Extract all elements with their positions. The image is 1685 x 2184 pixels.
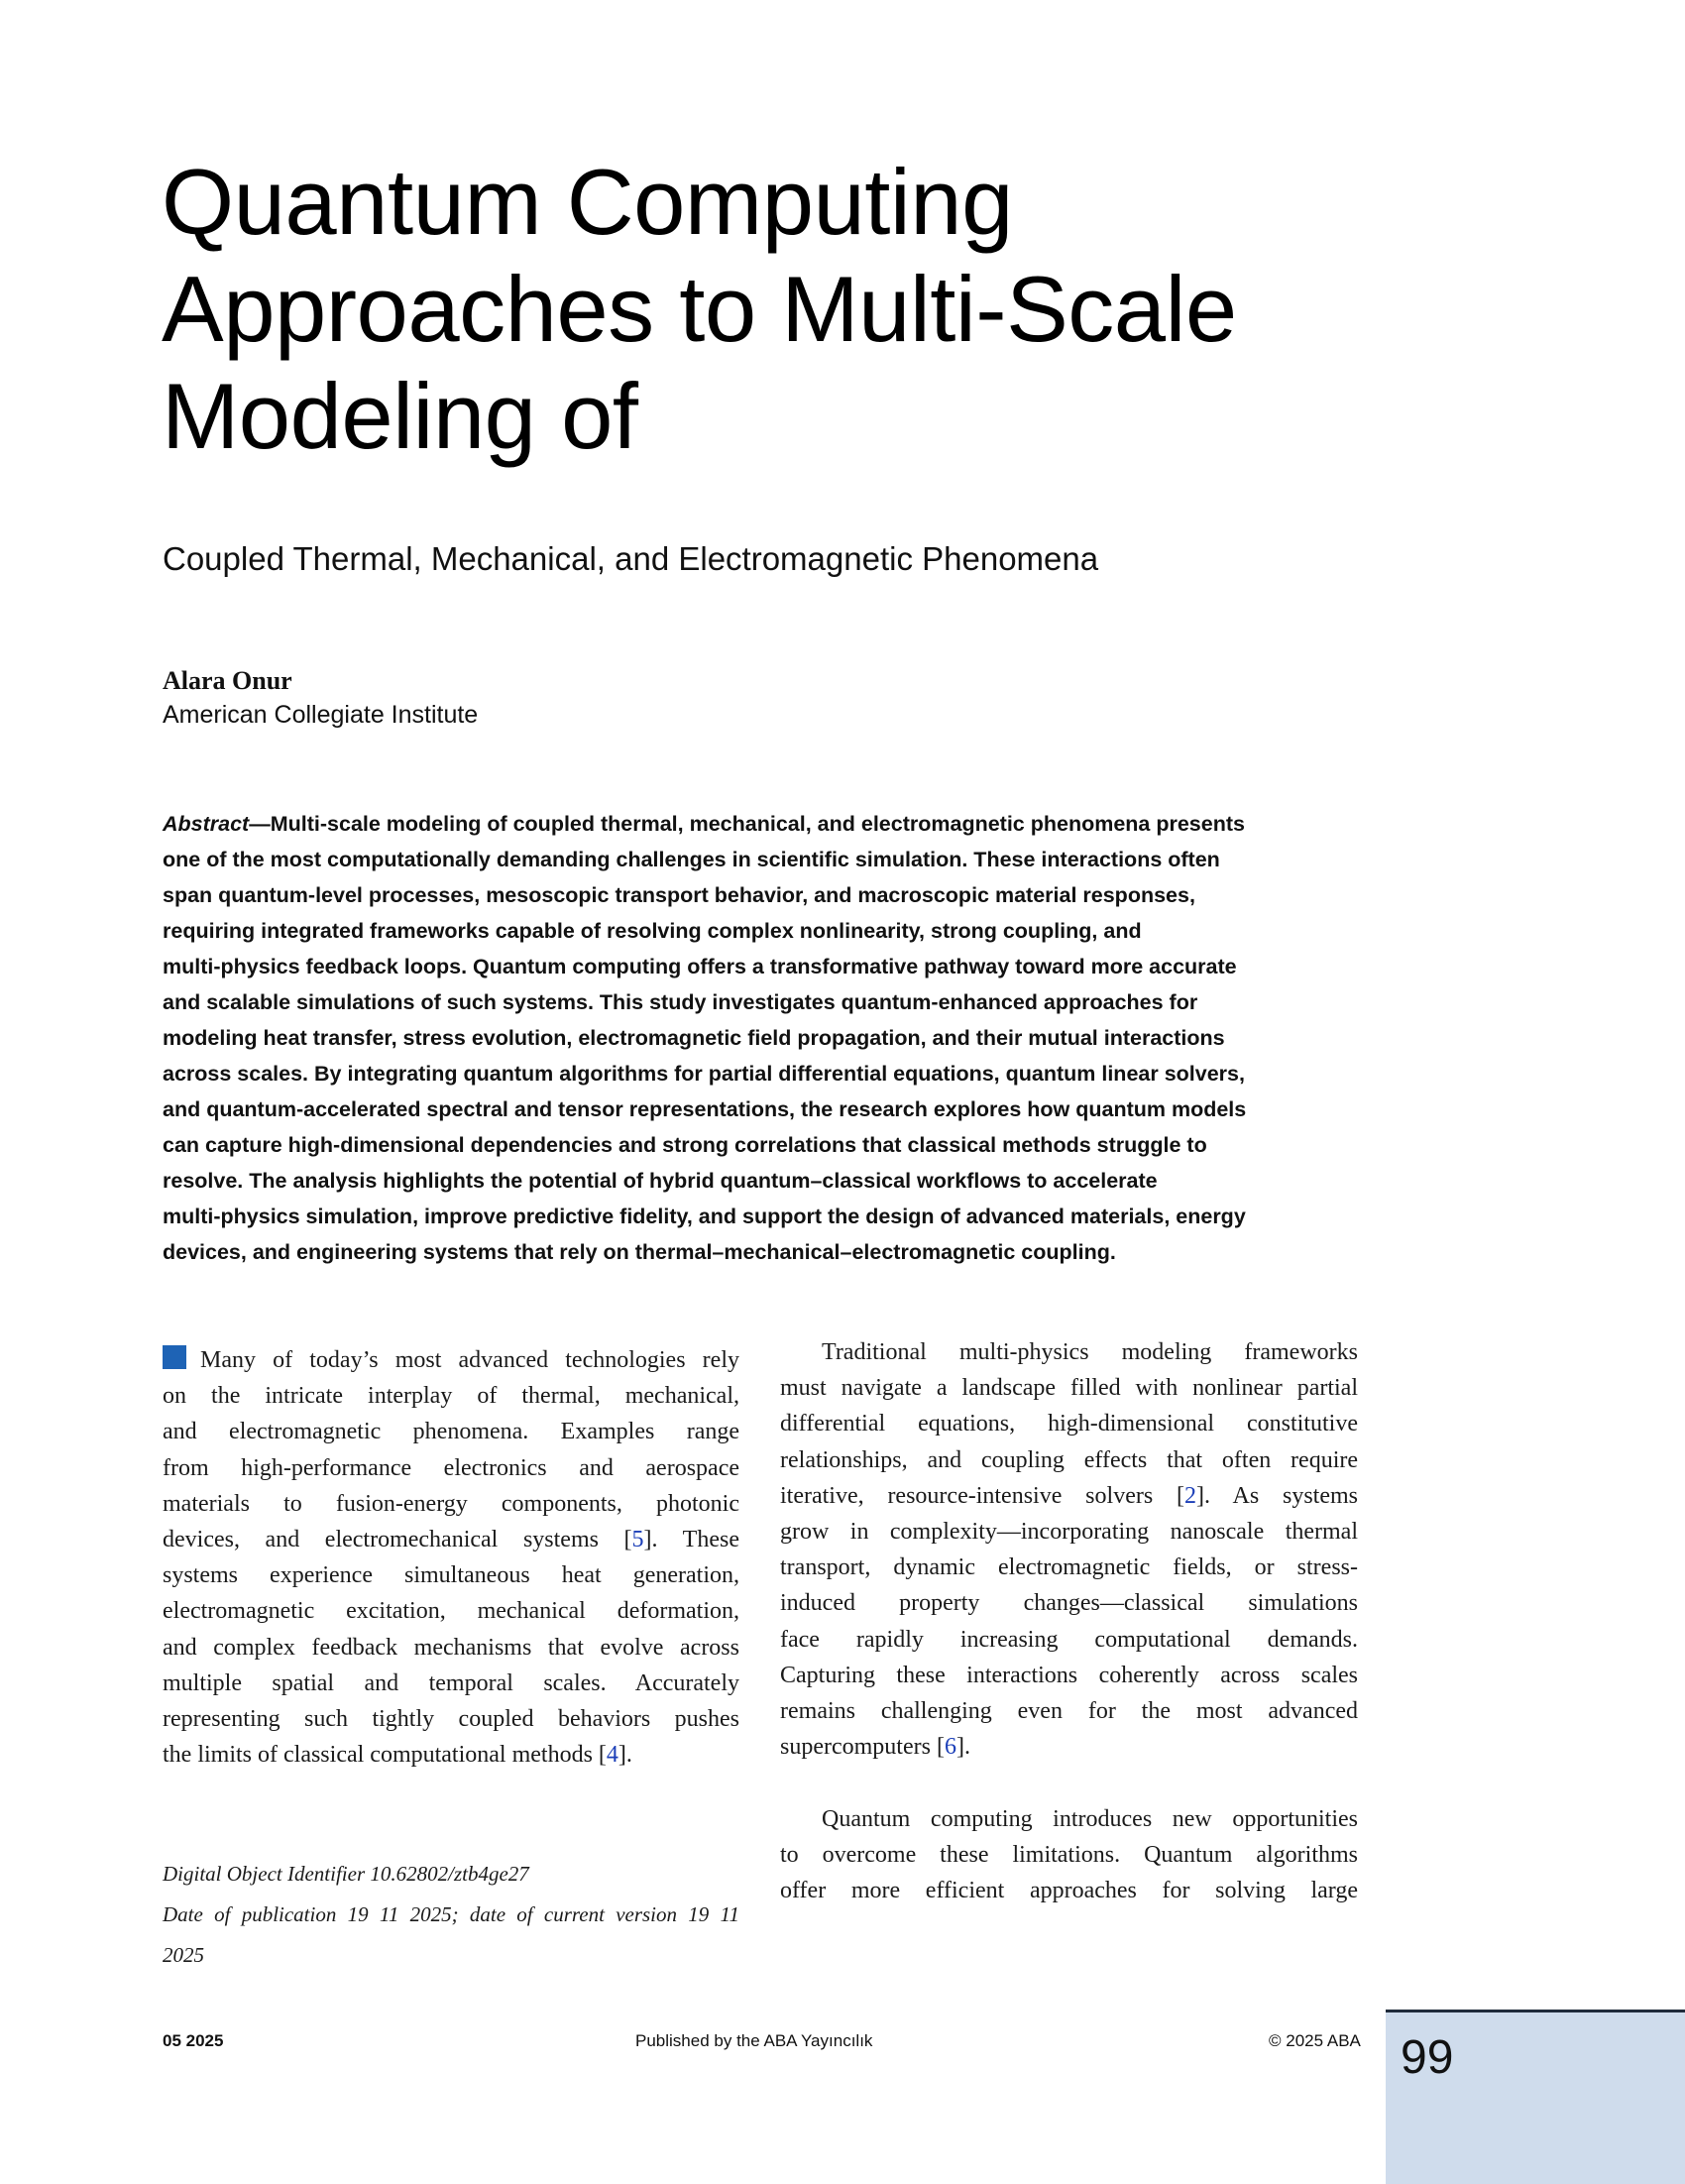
footer-copyright: © 2025 ABA — [1269, 2031, 1361, 2050]
body-line: multiple spatial and temporal scales. Accurately — [163, 1669, 739, 1696]
body-line: offer more efficient approaches for solving large — [780, 1878, 1358, 1904]
body-line: remains challenging even for the most advanced — [780, 1697, 1358, 1724]
body-line: and electromagnetic phenomena. Examples range — [163, 1419, 739, 1445]
abstract-line: resolve. The analysis highlights the potential of hybrid quantum–classical workflows to accelerate — [163, 1169, 1158, 1193]
abstract-line: multi-physics feedback loops. Quantum computing offers a transformative pathway toward more accurate — [163, 955, 1237, 978]
abstract-line: can capture high-dimensional dependencies and strong correlations that classical methods struggle to — [163, 1133, 1207, 1157]
body-line: grow in complexity—incorporating nanoscale thermal — [780, 1518, 1358, 1545]
body-line: materials to fusion-energy components, photonic — [163, 1490, 739, 1517]
body-text: ]. — [618, 1742, 632, 1769]
abstract-line: multi-physics simulation, improve predictive fidelity, and support the design of advanced materials, energy — [163, 1205, 1246, 1228]
title-line: Quantum Computing — [162, 150, 1013, 254]
abstract-label: Abstract — [163, 812, 250, 836]
body-line: Traditional multi-physics modeling frameworks — [822, 1339, 1358, 1365]
body-column-right-paragraph-1 — [780, 1334, 1358, 1765]
body-line: Capturing these interactions coherently across scales — [780, 1662, 1358, 1688]
publication-date-line: 2025 — [163, 1943, 204, 1967]
author-affiliation: American Collegiate Institute — [163, 701, 479, 729]
abstract-text: —Multi-scale modeling of coupled thermal, mechanical, and electromagnetic phenomena presents — [249, 812, 1245, 836]
body-column-right-paragraph-2 — [780, 1801, 1358, 1909]
paper-title — [162, 149, 1401, 470]
author-name: Alara Onur — [163, 666, 292, 695]
page-number: 99 — [1401, 2031, 1454, 2084]
abstract-line: span quantum-level processes, mesoscopic transport behavior, and macroscopic material responses, — [163, 883, 1195, 907]
citation-link[interactable]: 5 — [631, 1526, 644, 1552]
body-line: systems experience simultaneous heat generation, — [163, 1562, 739, 1589]
page-number-box — [1386, 2010, 1685, 2184]
title-line: Modeling of — [162, 364, 638, 468]
footer-issue: 05 2025 — [163, 2031, 224, 2050]
body-text: ]. These — [643, 1526, 739, 1552]
body-line: differential equations, high-dimensional constitutive — [780, 1411, 1358, 1437]
body-text: supercomputers [ — [780, 1734, 945, 1761]
body-line: representing such tightly coupled behaviors pushes — [163, 1705, 739, 1732]
body-line: relationships, and coupling effects that often require — [780, 1446, 1358, 1473]
section-marker-square — [163, 1345, 186, 1369]
dropcap-letter: M — [200, 1347, 222, 1373]
abstract-line: one of the most computationally demanding challenges in scientific simulation. These interactions often — [163, 848, 1220, 871]
citation-link[interactable]: 2 — [1184, 1482, 1196, 1509]
citation-link[interactable]: 4 — [606, 1742, 618, 1769]
body-line: face rapidly increasing computational demands. — [780, 1626, 1358, 1653]
title-line: Approaches to Multi-Scale — [162, 257, 1237, 361]
publication-identifiers — [163, 1854, 739, 1976]
body-line — [163, 1522, 739, 1557]
body-line: and complex feedback mechanisms that evolve across — [163, 1634, 739, 1661]
body-text: any of today’s most advanced technologies rely — [221, 1347, 739, 1373]
body-line — [163, 1342, 739, 1378]
body-line — [780, 1478, 1358, 1514]
publication-date-line: Date of publication 19 11 2025; date of current version 19 11 — [163, 1902, 739, 1926]
body-line: induced property changes—classical simulations — [780, 1590, 1358, 1617]
body-text: ]. As systems — [1196, 1482, 1358, 1509]
body-line — [163, 1737, 739, 1773]
body-text: ]. — [955, 1734, 970, 1761]
doi-line: Digital Object Identifier 10.62802/ztb4ge27 — [163, 1862, 529, 1886]
abstract-line — [163, 806, 1352, 842]
abstract-line: across scales. By integrating quantum algorithms for partial differential equations, quantum linear solvers, — [163, 1062, 1245, 1086]
body-line: on the intricate interplay of thermal, mechanical, — [163, 1383, 739, 1410]
body-text: devices, and electromechanical systems [ — [163, 1526, 632, 1552]
body-line — [780, 1729, 1358, 1765]
body-line: electromagnetic excitation, mechanical deformation, — [163, 1598, 739, 1625]
body-line: from high-performance electronics and aerospace — [163, 1454, 739, 1481]
body-text: the limits of classical computational methods [ — [163, 1742, 607, 1769]
abstract-line: and quantum-accelerated spectral and tensor representations, the research explores how quantum models — [163, 1097, 1247, 1121]
body-line: must navigate a landscape filled with nonlinear partial — [780, 1375, 1358, 1402]
abstract — [163, 806, 1352, 1270]
abstract-line: and scalable simulations of such systems. This study investigates quantum-enhanced approaches for — [163, 990, 1198, 1014]
paper-subtitle: Coupled Thermal, Mechanical, and Electromagnetic Phenomena — [163, 540, 1099, 577]
abstract-line: devices, and engineering systems that rely on thermal–mechanical–electromagnetic coupling. — [163, 1240, 1116, 1264]
abstract-line: requiring integrated frameworks capable of resolving complex nonlinearity, strong coupling, and — [163, 919, 1142, 943]
body-column-left — [163, 1342, 739, 1773]
abstract-line: modeling heat transfer, stress evolution, electromagnetic field propagation, and their mutual interactions — [163, 1026, 1225, 1050]
body-line: transport, dynamic electromagnetic fields, or stress- — [780, 1554, 1358, 1581]
body-line: to overcome these limitations. Quantum algorithms — [780, 1842, 1358, 1869]
citation-link[interactable]: 6 — [944, 1734, 956, 1761]
body-line: Quantum computing introduces new opportunities — [822, 1806, 1358, 1832]
body-text: iterative, resource-intensive solvers [ — [780, 1482, 1184, 1509]
footer-publisher: Published by the ABA Yayıncılık — [635, 2031, 873, 2050]
